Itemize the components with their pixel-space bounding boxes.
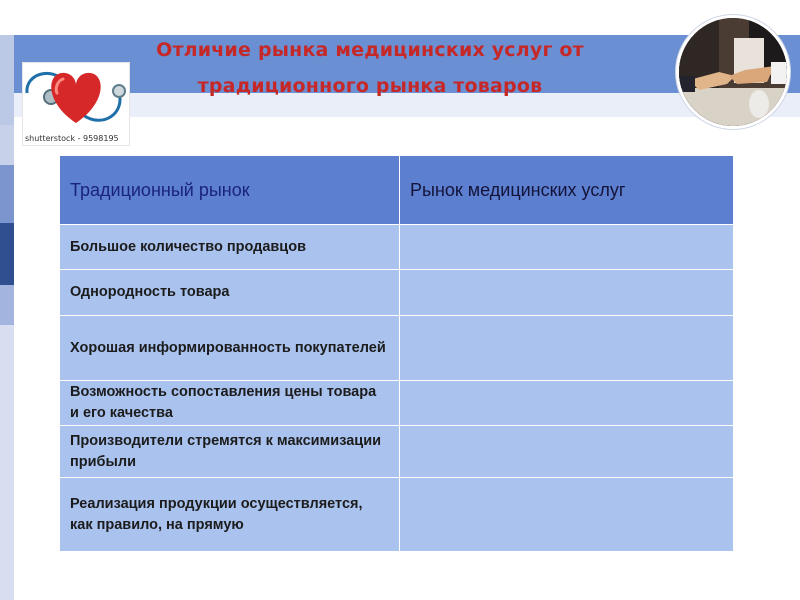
table-header-row [60, 156, 734, 225]
table-cell: Производители стремятся к максимизации прибыли [60, 426, 400, 478]
table-cell: Возможность сопоставления цены товара и его качества [60, 381, 400, 426]
table-row [60, 381, 734, 426]
table-cell: Реализация продукции осуществляется, как правило, на прямую [60, 478, 400, 552]
table-cell [400, 270, 734, 316]
table-cell [400, 478, 734, 552]
heart-icon [23, 63, 129, 133]
handshake-icon [679, 18, 787, 126]
left-stripe [0, 223, 14, 285]
left-stripe [0, 285, 14, 325]
left-stripe [0, 35, 14, 125]
table-cell [400, 426, 734, 478]
left-stripe [0, 125, 14, 165]
table-cell [400, 381, 734, 426]
header-traditional-market: Традиционный рынок [60, 156, 400, 225]
table-row [60, 316, 734, 381]
slide-title [110, 32, 630, 104]
table-cell [400, 225, 734, 270]
comparison-table [59, 155, 734, 552]
table-cell: Хорошая информированность покупателей [60, 316, 400, 381]
handshake-photo [676, 15, 790, 129]
left-stripe [0, 165, 14, 223]
table-row [60, 426, 734, 478]
table-cell: Большое количество продавцов [60, 225, 400, 270]
table-row [60, 225, 734, 270]
left-stripe [0, 325, 14, 600]
table-cell [400, 316, 734, 381]
image-caption: shutterstock - 9598195 [25, 134, 119, 143]
table-row [60, 478, 734, 552]
header-medical-services-market: Рынок медицинских услуг [400, 156, 734, 225]
heart-stethoscope-image [22, 62, 130, 146]
slide-title-line-1: Отличие рынка медицинских услуг от [156, 39, 584, 61]
slide-title-line-2: традиционного рынка товаров [197, 75, 543, 97]
table-row [60, 270, 734, 316]
table-cell: Однородность товара [60, 270, 400, 316]
